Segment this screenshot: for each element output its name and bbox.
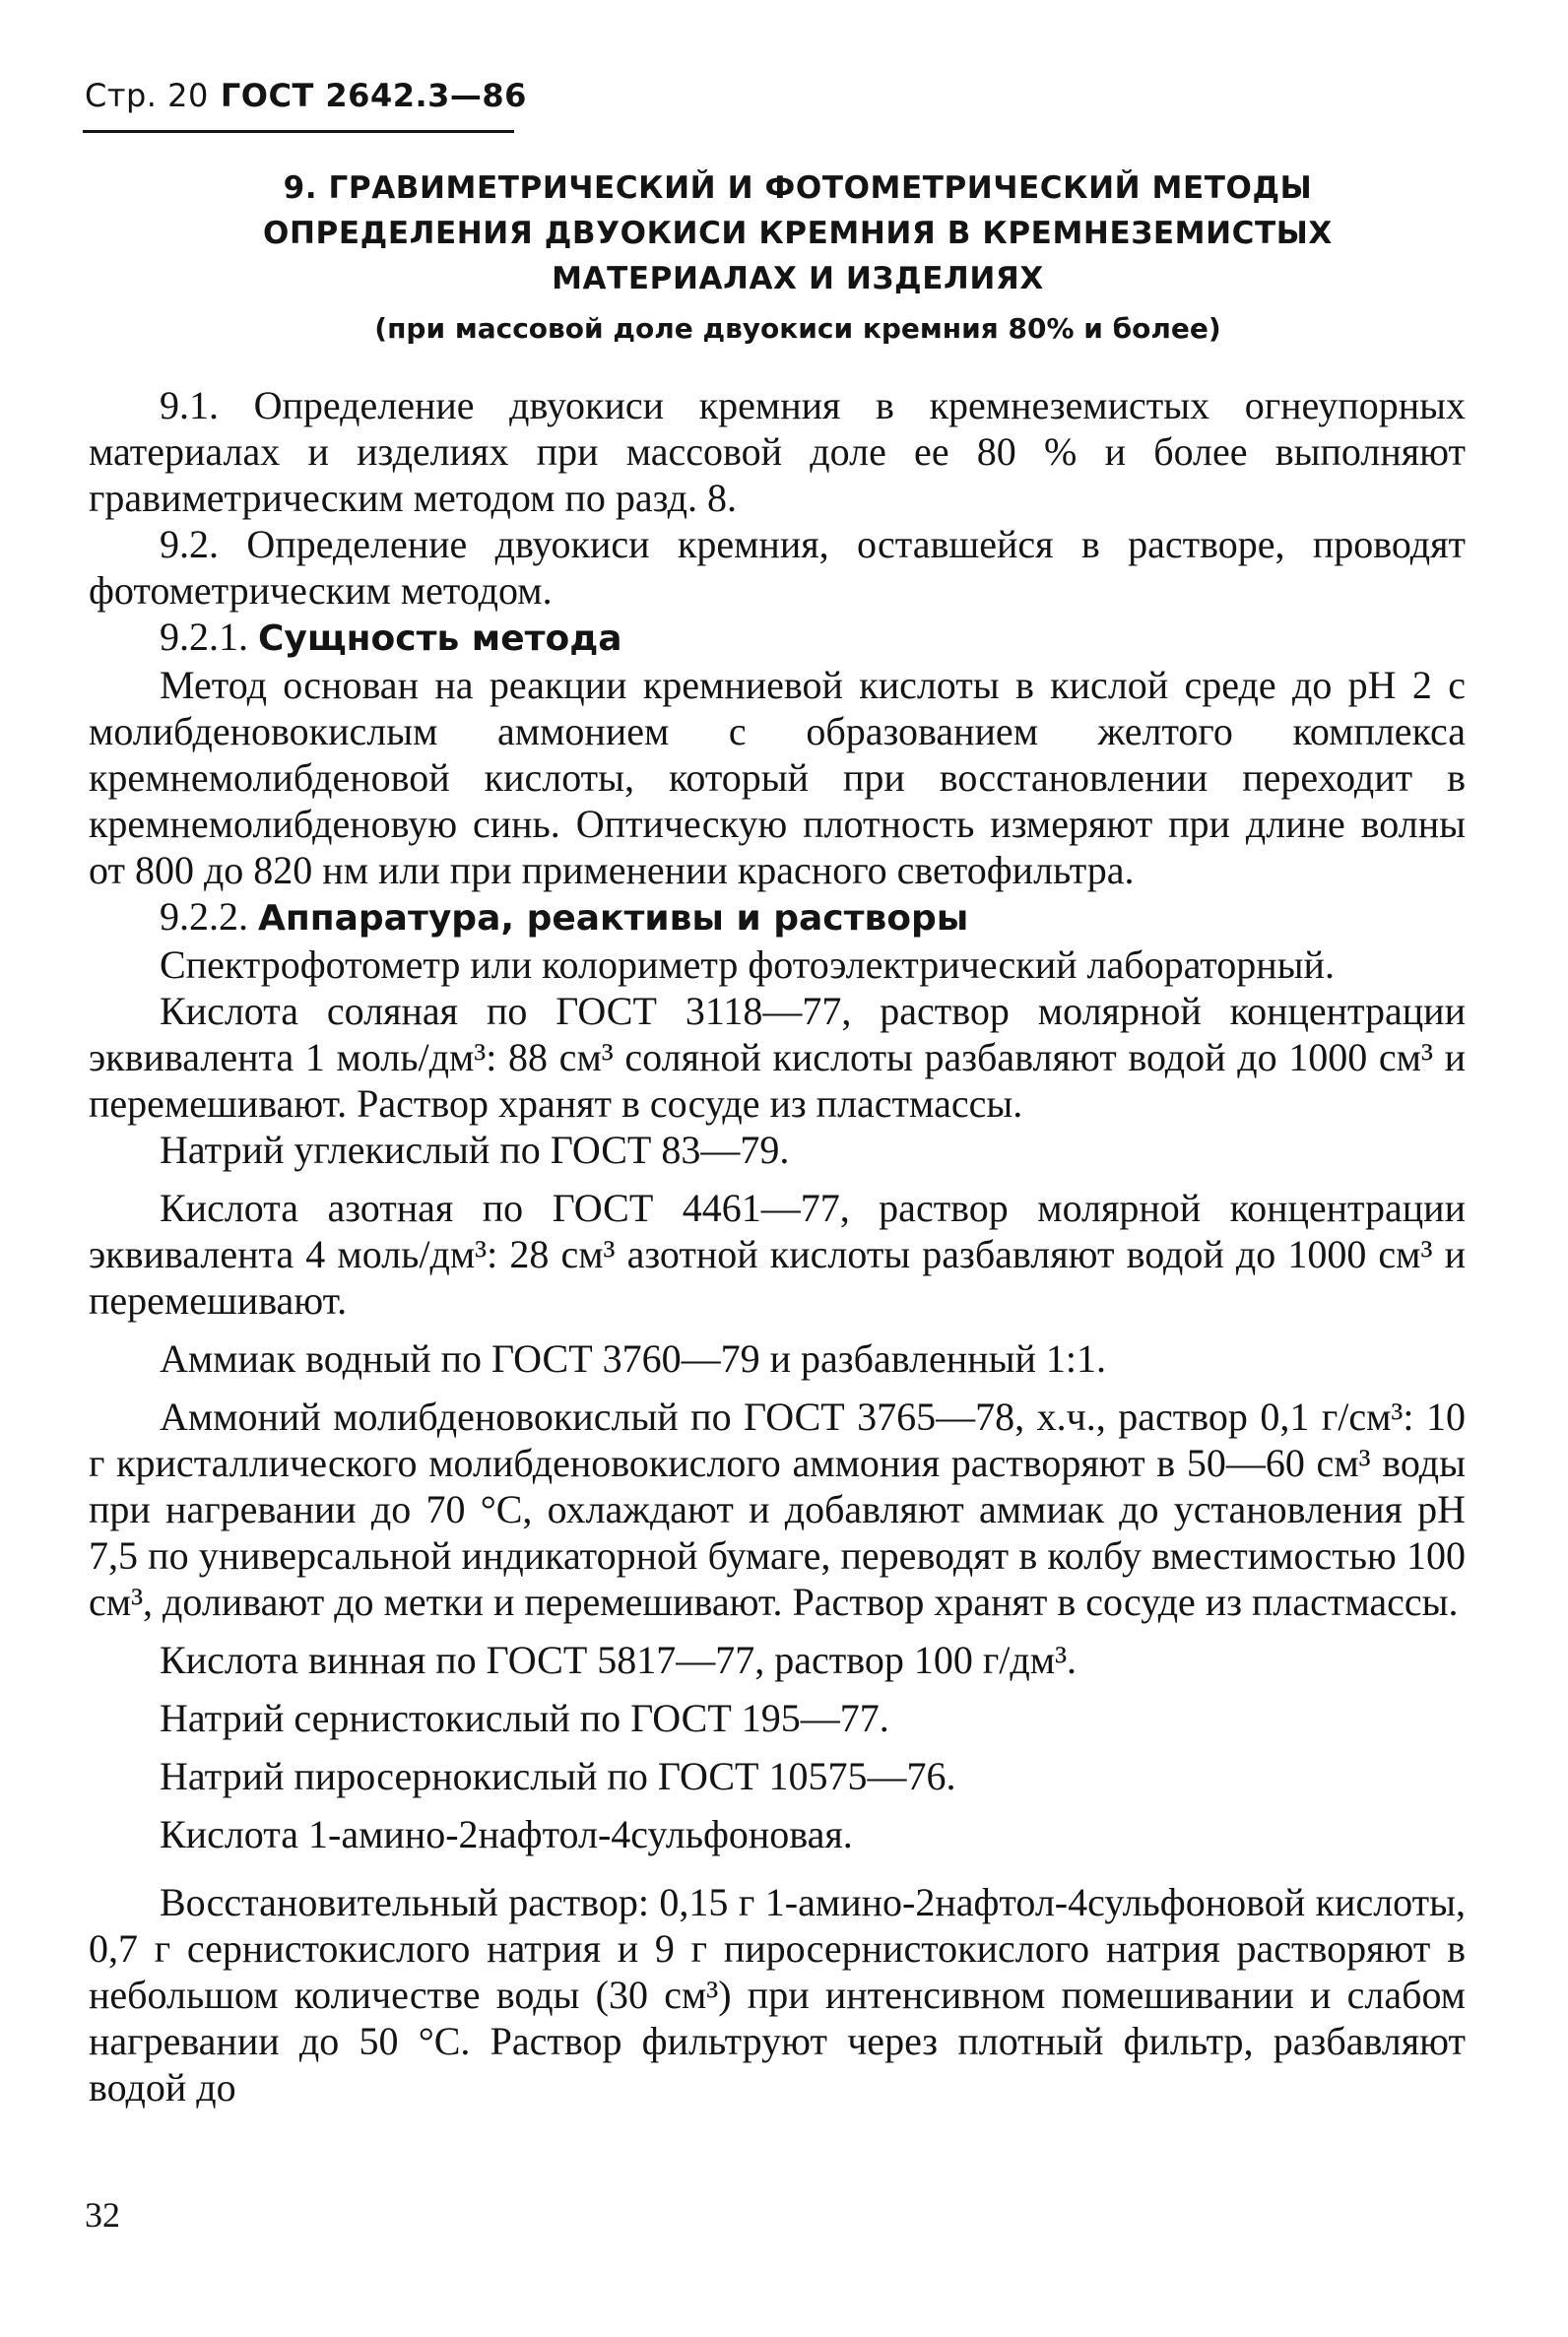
document-body (89, 382, 1466, 2110)
section-title-line-3: МАТЕРИАЛАХ И ИЗДЕЛИЯХ (552, 261, 1044, 296)
standard-number: ГОСТ 2642.3—86 (220, 77, 527, 114)
heading-9-2-1-number: 9.2.1. (160, 615, 248, 659)
page-label: Стр. 20 (85, 77, 209, 114)
reagent-item: Натрий пиросернокислый по ГОСТ 10575—76. (160, 1754, 956, 1798)
section-title (158, 165, 1438, 301)
reagent-item: Кислота азотная по ГОСТ 4461—77, раствор молярной концентрации эквивалента 4 моль/дм³: 28 см³ азотной кислоты разбавляют водой до 1000 см³ и перемешивают. (89, 1186, 1466, 1323)
reagent-item: Кислота винная по ГОСТ 5817—77, раствор 100 г/дм³. (160, 1638, 1078, 1682)
page-header (85, 77, 527, 114)
reagent-item: Восстановительный раствор: 0,15 г 1-амино-2нафтол-4сульфоновой кислоты, 0,7 г сернистокислого натрия и 9 г пиросернистокислого натрия растворяют в небольшом количестве воды (30 см³) при интенсивном помешивании и слабом нагревании до 50 °С. Раствор фильтруют через плотный фильтр, разбавляют водой до (89, 1880, 1466, 2110)
reagent-item: Аммоний молибденовокислый по ГОСТ 3765—78, х.ч., раствор 0,1 г/см³: 10 г кристаллического молибденовокислого аммония растворяют в 50—60 см³ воды при нагревании до 70 °С, охлаждают и добавляют аммиак до установления pH 7,5 по универсальной индикаторной бумаге, переводят в колбу вместимостью 100 см³, доливают до метки и перемешивают. Раствор хранят в сосуде из пластмассы. (89, 1395, 1466, 1624)
section-title-line-1: 9. ГРАВИМЕТРИЧЕСКИЙ И ФОТОМЕТРИЧЕСКИЙ МЕТОДЫ (283, 170, 1313, 206)
reagent-item: Аммиак водный по ГОСТ 3760—79 и разбавленный 1:1. (160, 1336, 1106, 1381)
header-divider (83, 130, 514, 133)
section-title-line-2: ОПРЕДЕЛЕНИЯ ДВУОКИСИ КРЕМНИЯ В КРЕМНЕЗЕМИСТЫХ (263, 216, 1333, 251)
paragraph-9-2: 9.2. Определение двуокиси кремния, оставшейся в растворе, проводят фотометрическим методом. (89, 522, 1466, 613)
heading-9-2-2 (89, 893, 1466, 941)
heading-9-2-1-title: Сущность метода (258, 618, 622, 659)
reagent-item: Натрий сернистокислый по ГОСТ 195—77. (160, 1696, 889, 1740)
paragraph-9-1: 9.1. Определение двуокиси кремния в кремнеземистых огнеупорных материалах и изделиях при массовой доле ее 80 % и более выполняют гравиметрическим методом по разд. 8. (89, 383, 1466, 520)
page-number: 32 (85, 2195, 120, 2235)
section-subtitle: (при массовой доле двуокиси кремния 80% и более) (374, 312, 1221, 345)
heading-9-2-2-number: 9.2.2. (160, 894, 248, 939)
reagent-item: Кислота 1-амино-2нафтол-4сульфоновая. (160, 1812, 853, 1856)
paragraph-9-2-1: Метод основан на реакции кремниевой кислоты в кислой среде до pH 2 с молибденовокислым аммонием с образованием желтого комплекса кремнемолибденовой кислоты, который при восстановлении переходит в кремнемолибденовую синь. Оптическую плотность измеряют при длине волны от 800 до 820 нм или при применении красного светофильтра. (89, 663, 1466, 892)
reagent-item: Кислота соляная по ГОСТ 3118—77, раствор молярной концентрации эквивалента 1 моль/дм³: 88 см³ соляной кислоты разбавляют водой до 1000 см³ и перемешивают. Раствор хранят в сосуде из пластмассы. (89, 989, 1466, 1126)
reagent-item: Натрий углекислый по ГОСТ 83—79. (160, 1128, 790, 1172)
reagent-item: Спектрофотометр или колориметр фотоэлектрический лабораторный. (160, 942, 1335, 987)
heading-9-2-2-title: Аппаратура, реактивы и растворы (258, 898, 969, 939)
heading-9-2-1 (89, 614, 1466, 662)
